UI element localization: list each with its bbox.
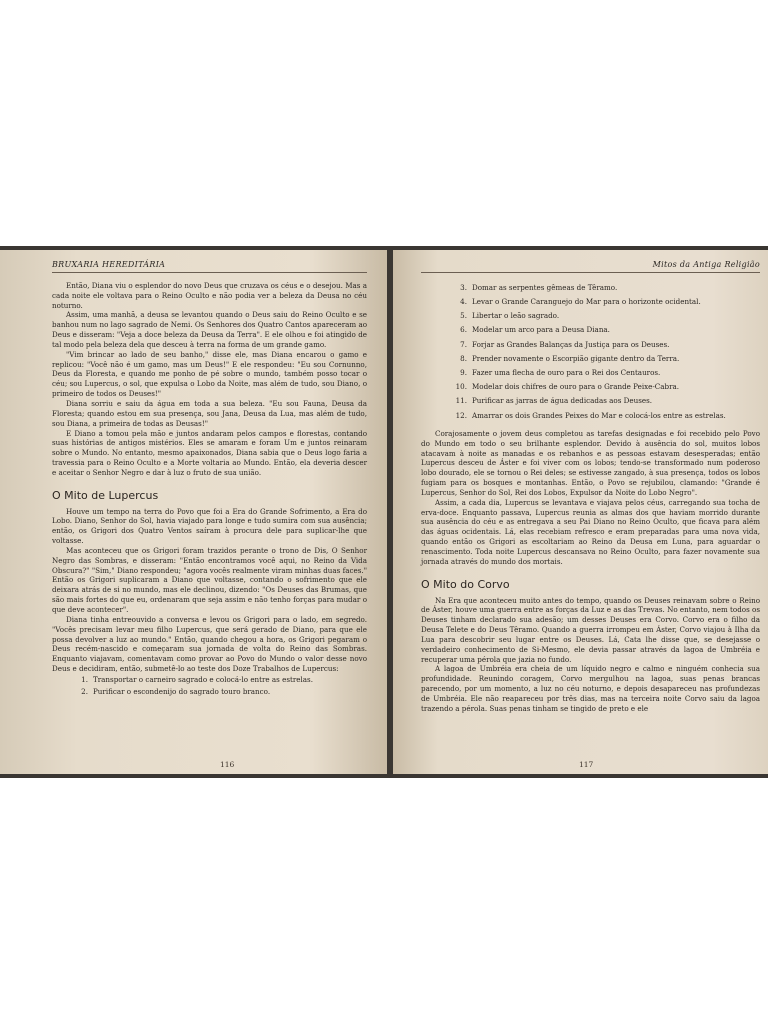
list-item <box>421 409 760 423</box>
list-text: Purificar as jarras de água dedicadas aos Deuses. <box>472 396 653 406</box>
paragraph: Diana sorriu e saiu da água em toda a sua beleza. "Eu sou Fauna, Deusa da Floresta; quando estou em sua presença, sou Jana, Deusa da Lua, mas além de tudo, sou Diana, a primeira de todas as Deusas!" <box>52 398 367 428</box>
running-head-left: BRUXARIA HEREDITÁRIA <box>52 260 367 273</box>
paragraph: Assim, uma manhã, a deusa se levantou quando o Deus saiu do Reino Oculto e se banhou num no lago sagrado de Nemi. Os Senhores dos Quatro Cantos apareceram ao Deus e disseram: "Veja a doce beleza da Deusa da Terra". E ele olhou e foi atingido de tal modo pela beleza dela que desceu à terra na forma de um grande gamo. <box>52 310 367 349</box>
paragraph: E Diano a tomou pela mão e juntos andaram pelos campos e florestas, contando suas histórias de antigos mistérios. Eles se amaram e foram Um e juntos reinaram sobre o Mundo. No entanto, mesmo apaixonados, Diana sabia que o Deus logo faria a travessia para o Reino Oculto e a Morte voltaria ao Mundo. Então, ela deveria descer e aceitar o Senhor Negro e dar à luz o fruto de sua união. <box>52 428 367 477</box>
list-number: 2. <box>81 686 88 696</box>
paragraph: Assim, a cada dia, Lupercus se levantava e viajava pelos céus, carregando sua tocha de erva-doce. Enquanto passava, Lupercus reunia as almas dos que haviam morrido durante sua ausência do céu e as entregava a seu Pai Diano no Reino Oculto, que ficava para além das águas ocidentais. Lá, elas recebiam refresco e eram preparadas para uma nova vida, quando então os Grigori as escoltariam ao Reino da Deusa em Luna, para aguardar o renascimento. Toda noite Lupercus descansava no Reino Oculto, para fazer novamente sua jornada através do mundo dos mortais. <box>421 497 760 566</box>
list-item <box>421 323 760 337</box>
list-item <box>52 674 367 686</box>
paragraph: "Vim brincar ao lado de seu banho," disse ele, mas Diana encarou o gamo e replicou: "Você não é um gamo, mas um Deus!" E ele respondeu: "Eu sou Cornunno, Deus da Floresta, e quando me ponho de pé sobre o mundo, também posso tocar o céu; sou Lupercus, o sol, que expulsa o Lobo da Noite, mas além de tudo, sou Diano, o primeiro de todos os Deuses!" <box>52 349 367 399</box>
left-page <box>0 250 387 774</box>
page-number-left: 116 <box>220 760 235 770</box>
section-heading-corvo: O Mito do Corvo <box>421 577 510 591</box>
list-number: 11. <box>455 396 467 406</box>
paragraph: Houve um tempo na terra do Povo que foi a Era do Grande Sofrimento, a Era do Lobo. Diano, Senhor do Sol, havia viajado para longe e tudo sumira com sua ausência; então, os Grigori dos Quatro Ventos saíram à procura dele para suplicar-lhe que voltasse. <box>52 506 367 546</box>
list-item <box>52 686 367 698</box>
list-number: 12. <box>455 410 467 420</box>
right-body-top <box>421 429 760 567</box>
list-number: 4. <box>460 297 467 307</box>
list-text: Modelar um arco para a Deusa Diana. <box>472 325 610 335</box>
right-body-bottom <box>421 596 760 714</box>
list-text: Domar as serpentes gêmeas de Têramo. <box>472 282 618 292</box>
list-item <box>421 295 760 309</box>
list-text: Modelar dois chifres de ouro para o Grande Peixe-Cabra. <box>472 382 680 392</box>
running-head-right: Mitos da Antiga Religião <box>421 260 760 273</box>
list-number: 3. <box>460 282 467 292</box>
list-item <box>421 309 760 323</box>
paragraph: Na Era que aconteceu muito antes do tempo, quando os Deuses reinavam sobre o Reino de Áster, houve uma guerra entre as forças da Luz e as das Trevas. No entanto, nem todos os Deuses tinham declarado sua adesão; um desses Deuses era Corvo. Corvo era o filho da Deusa Telete e do Deus Têramo. Quando a guerra irrompeu em Áster, Corvo viajou à Ilha da Lua para descobrir seu lugar entre os Deuses. Lá, Cata lhe disse que, se desejasse o verdadeiro conhecimento de Si-Mesmo, ele devia passar através da lagoa de Umbréia e recuperar uma pérola que jazia no fundo. <box>421 595 760 664</box>
list-text: Levar o Grande Caranguejo do Mar para o horizonte ocidental. <box>472 297 701 307</box>
left-body-top <box>52 281 367 478</box>
list-text: Prender novamente o Escorpião gigante dentro da Terra. <box>472 353 680 363</box>
list-text: Libertar o leão sagrado. <box>472 311 560 321</box>
list-number: 9. <box>460 368 467 378</box>
list-text: Forjar as Grandes Balanças da Justiça para os Deuses. <box>472 339 670 349</box>
list-number: 10. <box>455 382 467 392</box>
list-number: 5. <box>460 311 467 321</box>
paragraph: A lagoa de Umbréia era cheia de um líquido negro e calmo e ninguém conhecia sua profundidade. Reunindo coragem, Corvo mergulhou na lagoa, suas penas brancas parecendo, por um momento, a luz no céu noturno, e depois desapareceu nas profundezas de Umbréia. Ele não reapareceu por três dias, mas na terceira noite Corvo saiu da lagoa trazendo a pérola. Suas penas tinham se tingido de preto e ele <box>421 664 760 713</box>
left-body-bottom <box>52 507 367 674</box>
list-item <box>421 380 760 394</box>
list-number: 8. <box>460 353 467 363</box>
list-number: 1. <box>81 674 88 684</box>
right-page <box>393 250 768 774</box>
labors-list-right <box>421 281 760 423</box>
labors-list-left <box>52 674 367 698</box>
page-number-right: 117 <box>579 760 594 770</box>
list-text: Purificar o escondenijo do sagrado touro branco. <box>93 686 271 696</box>
paragraph: Então, Diana viu o esplendor do novo Deus que cruzava os céus e o desejou. Mas a cada noite ele voltava para o Reino Oculto e não podia ver a beleza da Deusa no céu noturno. <box>52 280 367 310</box>
list-text: Amarrar os dois Grandes Peixes do Mar e colocá-los entre as estrelas. <box>472 410 726 420</box>
list-number: 7. <box>460 339 467 349</box>
paragraph: Mas aconteceu que os Grigori foram trazidos perante o trono de Dis, O Senhor Negro das Sombras, e disseram: "Então encontramos você aqui, no Reino da Vida Obscura?" "Sim," Diano respondeu; "agora vocês realmente viram minhas duas faces." Então os Grigori suplicaram a Diano que voltasse, contando o sofrimento que ele deixara atrás de si no mundo, mas ele declinou, dizendo: "Os Deuses das Brumas, que são mais fortes do que eu, ordenaram que seja assim e não tenho forças para mudar o que deve acontecer". <box>52 545 367 614</box>
scanned-book-spread <box>0 246 768 778</box>
list-item <box>421 281 760 295</box>
list-text: Fazer uma flecha de ouro para o Rei dos Centauros. <box>472 368 661 378</box>
list-item <box>421 352 760 366</box>
list-text: Transportar o carneiro sagrado e colocá-lo entre as estrelas. <box>93 674 313 684</box>
list-item <box>421 366 760 380</box>
paragraph: Corajosamente o jovem deus completou as tarefas designadas e foi recebido pelo Povo do Mundo em todo o seu brilhante esplendor. Devido à ausência do sol, muitos lobos atacavam à noite as manadas e os rebanhos e as pessoas estavam desesperadas; então Lupercus desceu de Áster e foi viver com os lobos; tendo-se transformado num poderoso lobo dourado, ele se tornou o Rei deles; se estivesse zangado, à sua presença, todos os lobos fugiam para os bosques e montanhas. Então, o Povo se rejubilou, clamando: "Grande é Lupercus, Senhor do Sol, Rei dos Lobos, Expulsor da Noite do Lobo Negro". <box>421 428 760 497</box>
list-item <box>421 338 760 352</box>
paragraph: Diana tinha entreouvido a conversa e levou os Grigori para o lado, em segredo. "Vocês precisam levar meu filho Lupercus, que será gerado de Diano, para que ele possa devolver a luz ao mundo." Então, quando chegou a hora, os Grigori pegaram o Deus recém-nascido e começaram sua jornada de volta do Reino das Sombras. Enquanto viajavam, comentavam como provar ao Povo do Mundo o valor desse novo Deus e decidiram, então, submetê-lo ao teste dos Doze Trabalhos de Lupercus: <box>52 614 367 674</box>
section-heading-lupercus: O Mito de Lupercus <box>52 488 159 502</box>
list-number: 6. <box>460 325 467 335</box>
list-item <box>421 394 760 408</box>
